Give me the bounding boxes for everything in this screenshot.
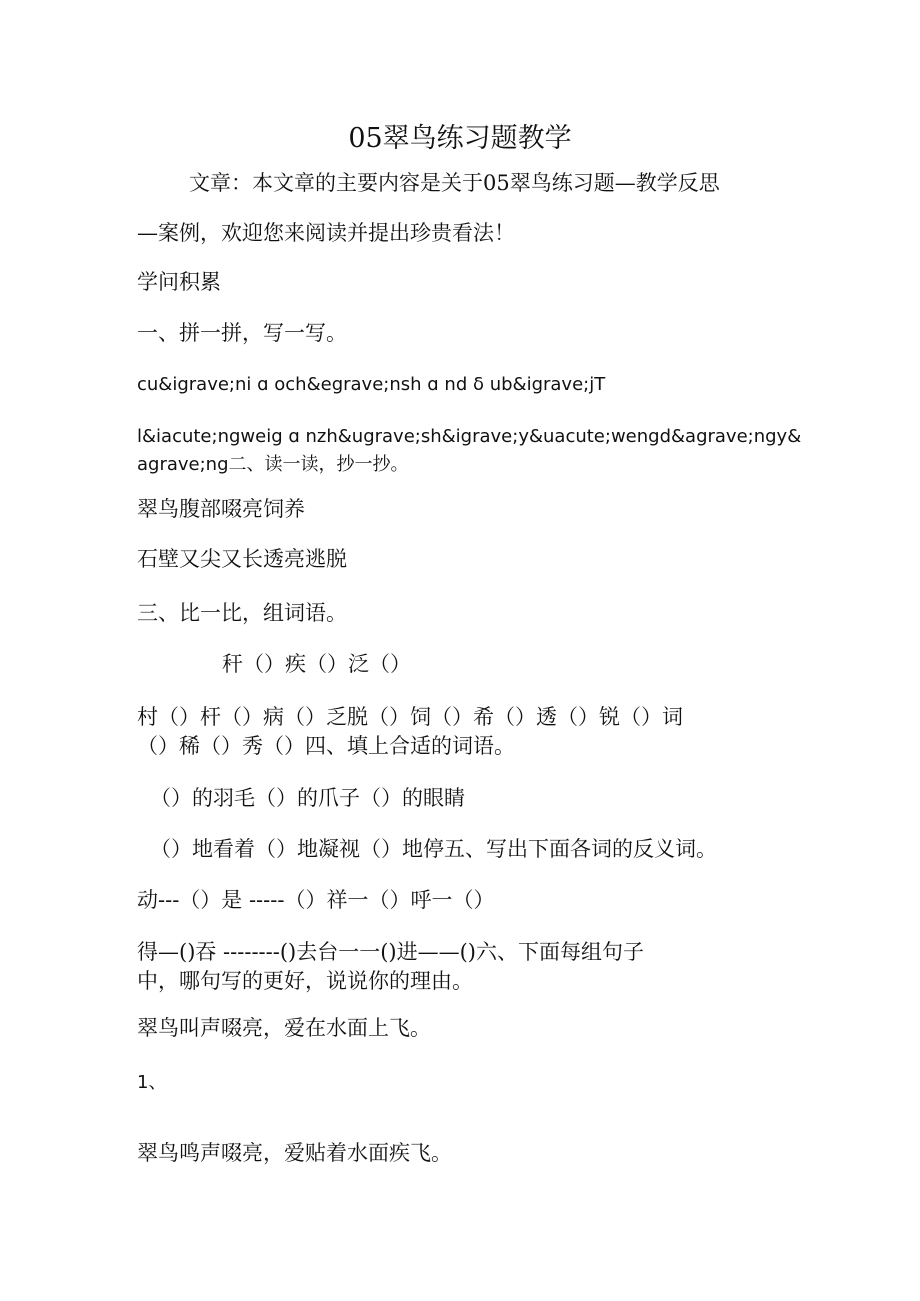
antonym-line-1: 动---（）是 -----（）祥一（）呼一（）	[137, 888, 495, 912]
sentence-b: 翠鸟鸣声啜亮，爱贴着水面疾飞。	[137, 1141, 452, 1165]
pinyin-line-2: l&iacute;ngweig ɑ nzh&ugrave;sh&igrave;y&uacute;wengd&agrave;ngy&	[137, 426, 802, 447]
read-copy-line-2: 石壁又尖又长透亮逃脱	[137, 547, 347, 571]
pinyin-line-3: agrave;ng二、读一读，抄一抄。	[137, 454, 409, 475]
compare-line-3: （）稀（）秀（）四、填上合适的词语。	[137, 734, 515, 758]
read-copy-line-1: 翠鸟腹部啜亮饲养	[137, 497, 305, 521]
question-3-heading: 三、比一比，组词语。	[137, 601, 347, 625]
document-title: 05翠鸟练习题教学	[348, 123, 572, 154]
intro-text-line-1: 文章：本文章的主要内容是关于05翠鸟练习题—教学反思	[189, 171, 720, 195]
pinyin-line-1: cu&igrave;ni ɑ och&egrave;nsh ɑ nd δ ub&igrave;jT	[137, 374, 606, 395]
antonym-line-2: 得—()吞 --------()去台一一()进——()六、下面每组句子	[137, 940, 644, 964]
sentence-a: 翠鸟叫声啜亮，爱在水面上飞。	[137, 1016, 431, 1040]
question-1-heading: 一、拼一拼，写一写。	[137, 321, 347, 345]
fill-words-line-1: （）的羽毛（）的爪子（）的眼睛	[150, 786, 465, 810]
antonym-line-3: 中，哪句写的更好，说说你的理由。	[137, 969, 473, 993]
item-number: 1、	[137, 1072, 167, 1093]
section-heading-knowledge: 学问积累	[137, 270, 221, 294]
fill-words-line-2: （）地看着（）地凝视（）地停五、写出下面各词的反义词。	[150, 837, 717, 861]
intro-text-line-2: —案例，欢迎您来阅读并提出珍贵看法！	[137, 221, 515, 245]
compare-line-2: 村（）杆（）病（）乏脱（）饲（）希（）透（）锐（）词	[137, 705, 683, 729]
compare-line-1: 秆（）疾（）泛（）	[222, 652, 411, 676]
